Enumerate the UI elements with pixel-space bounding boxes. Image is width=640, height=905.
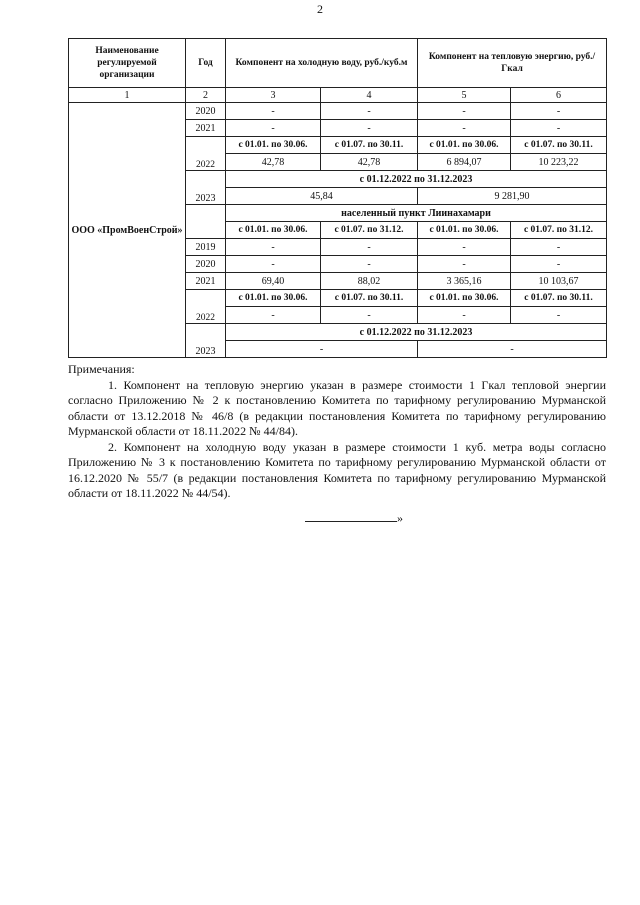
value-cell: - — [511, 103, 607, 120]
value-cell: - — [418, 120, 511, 137]
period-cell: с 01.07. по 30.11. — [511, 137, 607, 154]
period-cell: с 01.07. по 30.11. — [321, 137, 418, 154]
value-cell: - — [418, 103, 511, 120]
value-cell: 9 281,90 — [418, 188, 607, 205]
year-cell: 2022 — [186, 137, 226, 171]
period-cell: с 01.07. по 30.11. — [511, 290, 607, 307]
year-cell: 2021 — [186, 120, 226, 137]
value-cell: - — [226, 307, 321, 324]
value-cell: 45,84 — [226, 188, 418, 205]
value-cell: - — [321, 103, 418, 120]
notes-section — [68, 362, 606, 502]
organization-name: ООО «ПромВоенСтрой» — [69, 103, 186, 358]
value-cell: 42,78 — [226, 154, 321, 171]
header-cold-water: Компонент на холодную воду, руб./куб.м — [226, 39, 418, 88]
header-org: Наименование регулируемой организации — [69, 39, 186, 88]
notes-title: Примечания: — [68, 362, 135, 376]
year-cell: 2023 — [186, 324, 226, 358]
year-cell: 2020 — [186, 256, 226, 273]
value-cell: - — [418, 239, 511, 256]
value-cell: - — [418, 256, 511, 273]
period-cell: с 01.01. по 30.06. — [226, 137, 321, 154]
period-cell: с 01.07. по 31.12. — [511, 222, 607, 239]
period-cell: с 01.01. по 30.06. — [418, 137, 511, 154]
value-cell: 42,78 — [321, 154, 418, 171]
value-cell: - — [226, 256, 321, 273]
value-cell: 69,40 — [226, 273, 321, 290]
column-number: 3 — [226, 88, 321, 103]
period-cell: с 01.01. по 30.06. — [226, 222, 321, 239]
year-cell: 2020 — [186, 103, 226, 120]
period-cell: с 01.07. по 30.11. — [321, 290, 418, 307]
value-cell: - — [226, 341, 418, 358]
period-cell: с 01.12.2022 по 31.12.2023 — [226, 324, 607, 341]
signature-line — [305, 511, 397, 522]
value-cell: - — [511, 239, 607, 256]
value-cell: - — [226, 103, 321, 120]
period-cell: с 01.07. по 31.12. — [321, 222, 418, 239]
year-cell: 2022 — [186, 290, 226, 324]
value-cell: - — [321, 307, 418, 324]
value-cell: - — [321, 120, 418, 137]
column-number: 4 — [321, 88, 418, 103]
value-cell: - — [511, 307, 607, 324]
value-cell: - — [418, 341, 607, 358]
closing-mark — [305, 511, 403, 526]
year-cell: 2021 — [186, 273, 226, 290]
value-cell: 10 223,22 — [511, 154, 607, 171]
page-number: 2 — [317, 2, 323, 16]
period-cell: с 01.01. по 30.06. — [418, 290, 511, 307]
note-1: 1. Компонент на тепловую энергию указан в размере стоимости 1 Гкал тепловой энергии согласно Приложению № 2 к постановлению Комитета по тарифному регулированию Мурманской области от 13.12.2018 № 46/8 (в редакции постановления Комитета по тарифному регулированию Мурманской области от 18.11.2022 № 44/84). — [68, 377, 606, 438]
value-cell: - — [226, 239, 321, 256]
settlement-name: населенный пункт Лиинахамари — [226, 205, 607, 222]
period-cell: с 01.12.2022 по 31.12.2023 — [226, 171, 607, 188]
year-cell: 2023 — [186, 171, 226, 205]
value-cell: - — [321, 256, 418, 273]
header-heat: Компонент на тепловую энергию, руб./Гкал — [418, 39, 607, 88]
value-cell: 10 103,67 — [511, 273, 607, 290]
value-cell: - — [321, 239, 418, 256]
year-cell-empty — [186, 205, 226, 239]
column-number: 2 — [186, 88, 226, 103]
value-cell: - — [226, 120, 321, 137]
column-number: 6 — [511, 88, 607, 103]
period-cell: с 01.01. по 30.06. — [226, 290, 321, 307]
period-cell: с 01.01. по 30.06. — [418, 222, 511, 239]
column-number: 5 — [418, 88, 511, 103]
value-cell: 88,02 — [321, 273, 418, 290]
value-cell: - — [418, 307, 511, 324]
value-cell: - — [511, 256, 607, 273]
header-year: Год — [186, 39, 226, 88]
note-2: 2. Компонент на холодную воду указан в размере стоимости 1 куб. метра воды согласно Приложению № 3 к постановлению Комитета по тарифному регулированию Мурманской области от 16.12.2020 № 55/7 (в редакции постановления Комитета по тарифному регулированию Мурманской области от 18.11.2022 № 44/54). — [68, 439, 606, 500]
column-number: 1 — [69, 88, 186, 103]
closing-quote: » — [397, 511, 403, 525]
tariff-table — [68, 38, 607, 358]
value-cell: 6 894,07 — [418, 154, 511, 171]
value-cell: 3 365,16 — [418, 273, 511, 290]
year-cell: 2019 — [186, 239, 226, 256]
value-cell: - — [511, 120, 607, 137]
